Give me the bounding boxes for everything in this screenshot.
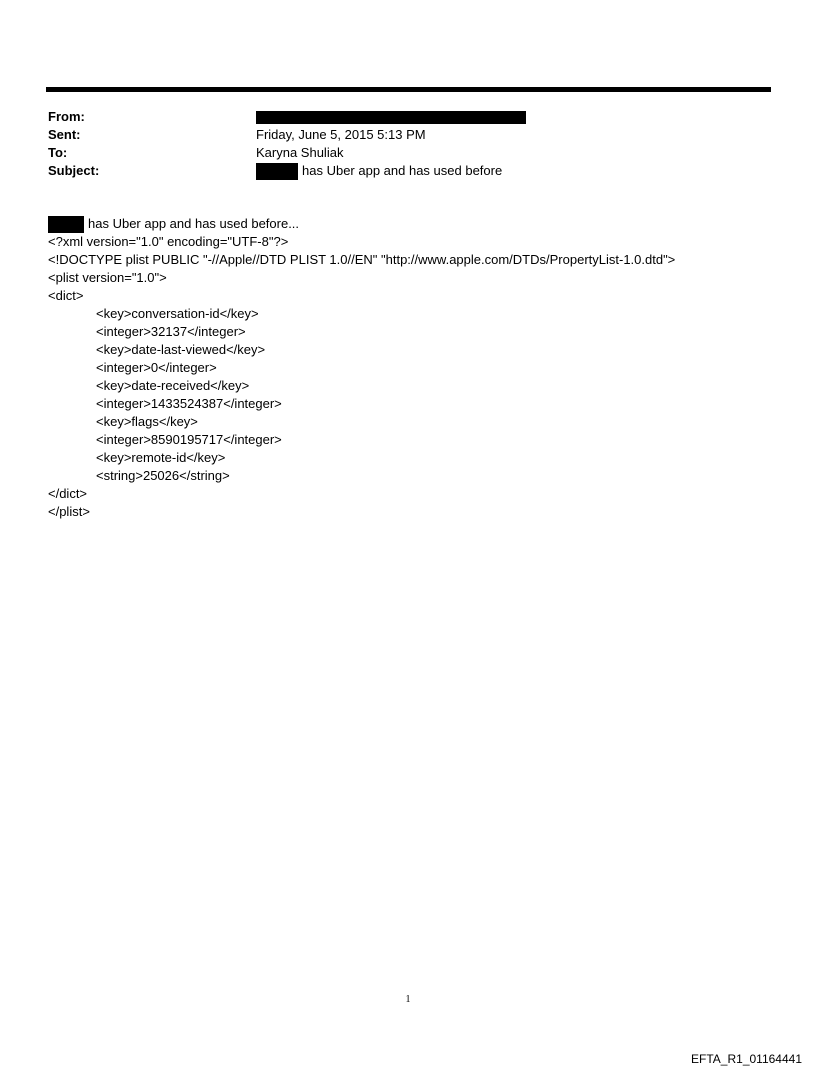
dict-line: <integer>32137</integer>	[96, 324, 246, 339]
body-redaction	[48, 216, 84, 233]
dict-line: <key>date-last-viewed</key>	[96, 342, 266, 357]
body-first-line	[48, 215, 788, 233]
subject-text: has Uber app and has used before	[302, 163, 503, 178]
from-value	[256, 108, 526, 126]
sent-row	[48, 126, 768, 144]
dict-close-tag: </dict>	[48, 486, 88, 501]
from-redaction	[256, 111, 526, 124]
dict-line: <key>conversation-id</key>	[96, 306, 259, 321]
document-id: EFTA_R1_01164441	[691, 1052, 802, 1066]
dict-open-tag: <dict>	[48, 288, 84, 303]
subject-value	[256, 162, 502, 180]
dict-line: <key>flags</key>	[96, 414, 198, 429]
dict-line: <integer>8590195717</integer>	[96, 432, 282, 447]
body-first-line-text: has Uber app and has used before...	[88, 216, 300, 231]
subject-redaction	[256, 163, 298, 180]
email-header	[48, 108, 768, 180]
to-label: To:	[48, 145, 68, 160]
dict-line: <integer>0</integer>	[96, 360, 217, 375]
from-label: From:	[48, 109, 85, 124]
from-row	[48, 108, 768, 126]
dict-line: <key>remote-id</key>	[96, 450, 226, 465]
to-row	[48, 144, 768, 162]
dict-line: <string>25026</string>	[96, 468, 230, 483]
plist-close-tag: </plist>	[48, 504, 90, 519]
subject-label: Subject:	[48, 163, 100, 178]
sent-label: Sent:	[48, 127, 81, 142]
to-value: Karyna Shuliak	[256, 145, 344, 160]
sent-value: Friday, June 5, 2015 5:13 PM	[256, 127, 426, 142]
plist-open-tag: <plist version="1.0">	[48, 270, 167, 285]
dict-line: <integer>1433524387</integer>	[96, 396, 282, 411]
doctype-line: <!DOCTYPE plist PUBLIC "-//Apple//DTD PLIST 1.0//EN" "http://www.apple.com/DTDs/PropertyList-1.0.dtd">	[48, 252, 676, 267]
dict-line: <key>date-received</key>	[96, 378, 250, 393]
subject-row	[48, 162, 768, 180]
page-number: 1	[405, 994, 411, 1005]
xml-declaration: <?xml version="1.0" encoding="UTF-8"?>	[48, 234, 289, 249]
email-body	[48, 215, 788, 521]
header-divider	[46, 87, 771, 92]
